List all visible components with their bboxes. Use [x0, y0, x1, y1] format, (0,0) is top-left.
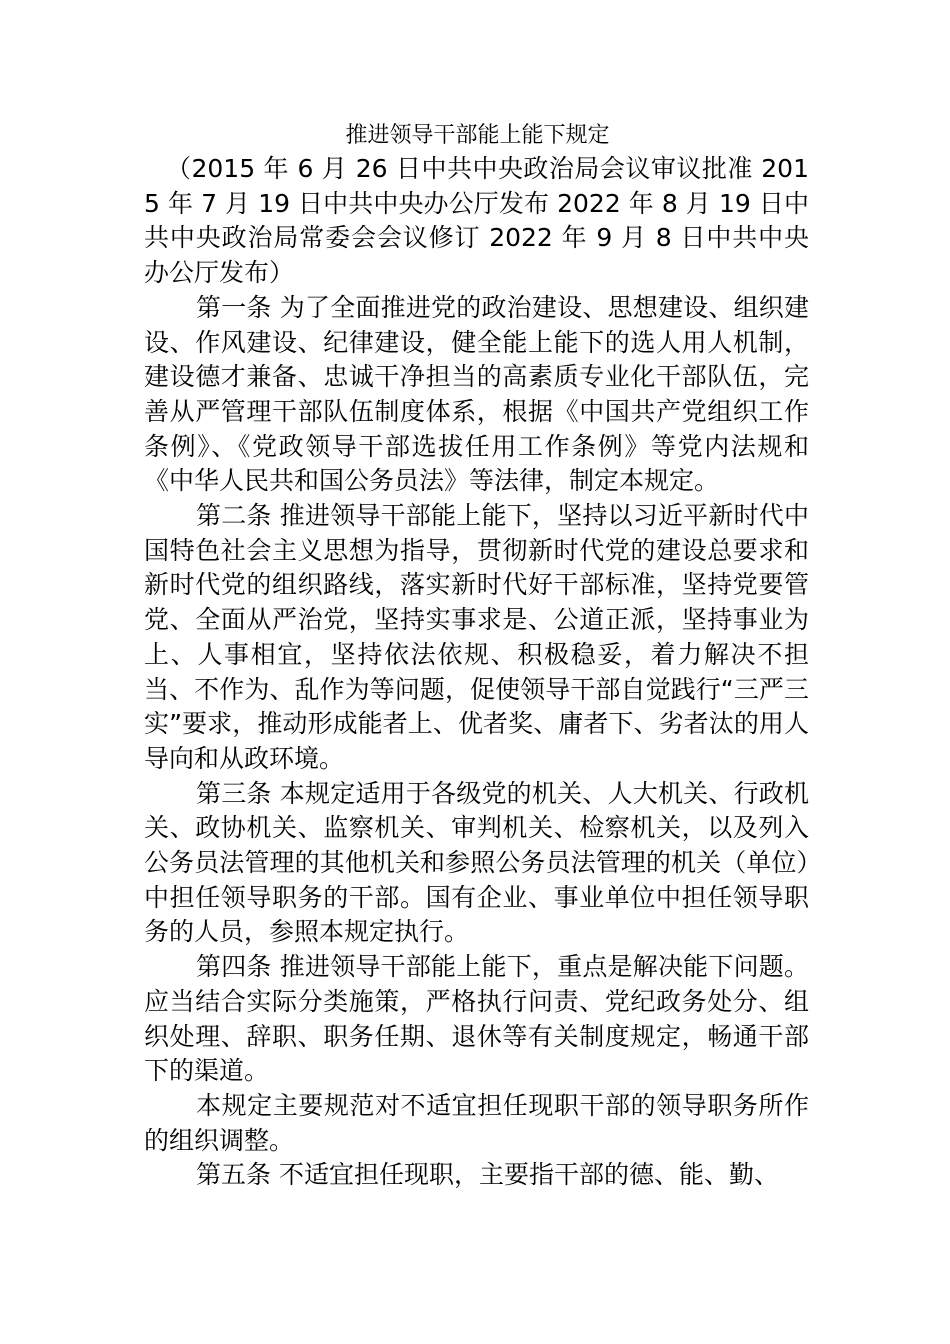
- document-title: 推进领导干部能上能下规定: [345, 123, 610, 148]
- article-5-paragraph: 第五条 不适宜担任现职，主要指干部的德、能、勤、: [196, 1160, 779, 1190]
- article-4-continuation-paragraph: 本规定主要规范对不适宜担任现职干部的领导职务所作的组织调整。: [144, 1090, 809, 1155]
- article-2-paragraph: 第二条 推进领导干部能上能下，坚持以习近平新时代中国特色社会主义思想为指导，贯彻新时代党的建设总要求和新时代党的组织路线，落实新时代好干部标准，坚持党要管党、全面从严治党，坚持实事求是、公道正派，坚持事业为上、人事相宜，坚持依法依规、积极稳妥，着力解决不担当、不作为、乱作为等问题，促使领导干部自觉践行“三严三实”要求，推动形成能者上、优者奖、庸者下、劣者汰的用人导向和从政环境。: [144, 501, 809, 773]
- article-4-paragraph: 第四条 推进领导干部能上能下，重点是解决能下问题。应当结合实际分类施策，严格执行问责、党纪政务处分、组织处理、辞职、职务任期、退休等有关制度规定，畅通干部下的渠道。: [144, 952, 809, 1086]
- article-3-paragraph: 第三条 本规定适用于各级党的机关、人大机关、行政机关、政协机关、监察机关、审判机关、检察机关，以及列入公务员法管理的其他机关和参照公务员法管理的机关（单位）中担任领导职务的干部。国有企业、事业单位中担任领导职务的人员，参照本规定执行。: [144, 778, 809, 947]
- document-page: [144, 120, 809, 1193]
- document-subtitle: （2015 年 6 月 26 日中共中央政治局会议审议批准 2015 年 7 月 19 日中共中央办公厅发布 2022 年 8 月 19 日中共中央政治局常委会会议修订 2022 年 9 月 8 日中共中央办公厅发布）: [144, 154, 809, 288]
- article-1-paragraph: 第一条 为了全面推进党的政治建设、思想建设、组织建设、作风建设、纪律建设，健全能上能下的选人用人机制，建设德才兼备、忠诚干净担当的高素质专业化干部队伍，完善从严管理干部队伍制度体系，根据《中国共产党组织工作条例》、《党政领导干部选拔任用工作条例》等党内法规和《中华人民共和国公务员法》等法律，制定本规定。: [144, 292, 809, 496]
